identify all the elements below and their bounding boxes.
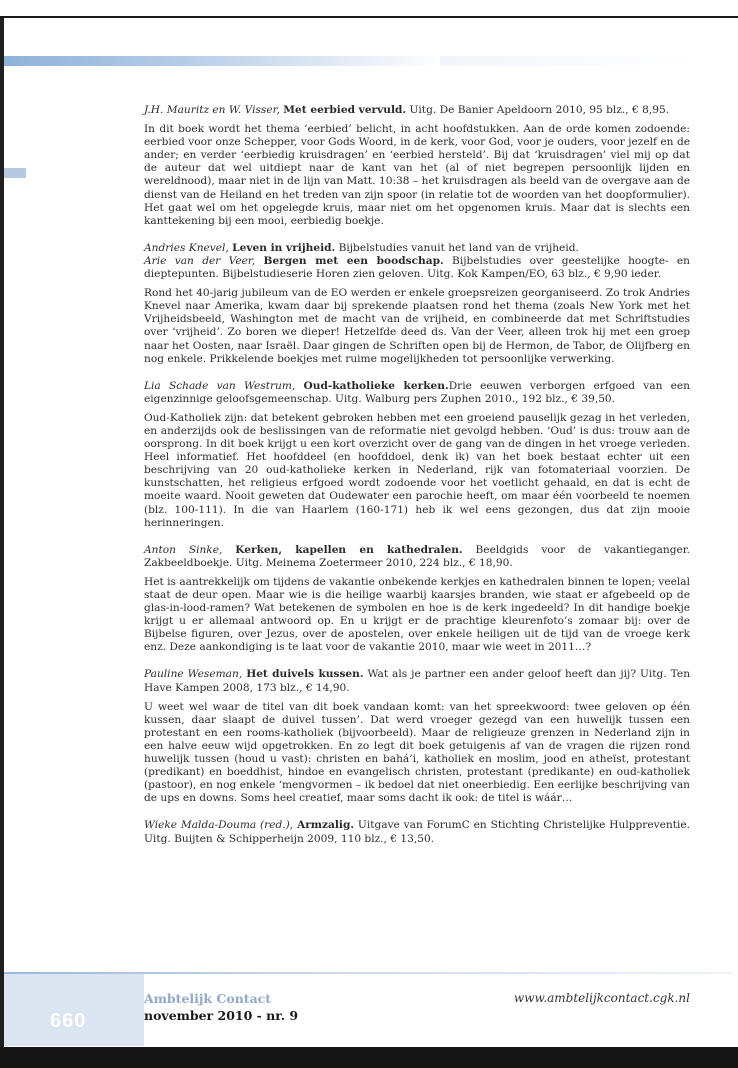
- review-text: Het is aantrekkelijk om tijdens de vakantie onbekende kerkjes en kathedralen binnen te lopen; veelal staat de deur open. Maar wie is die heilige waarbij kaarsjes branden, wie staat er afgebeeld op de glas-in-lood-ramen? Wat betekenen de symbolen en hoe is de kerk ingedeeld? In dit handige boekje krijgt u er allemaal antwoord op. En u krijgt er de prachtige kleurenfoto’s zomaar bij: over de Bijbelse figuren, over Jezus, over de apostelen, over enkele heiligen uit de tijd van de vroege kerk enz. Deze aankondiging is te laat voor de vakantie 2010, maar wie weet in 2011…?: [144, 575, 690, 654]
- review-text: Oud-Katholiek zijn: dat betekent gebroken hebben met een groeiend pauselijk gezag in het verleden, en anderzijds ook de beslissingen van de reformatie niet gevolgd hebben. ‘Oud’ is dus: trouw aan de oorsprong. In dit boek krijgt u een kort overzicht over de gang van de dingen in het vroege verleden. Heel informatief. Het hoofddeel (en hoofddoel, denk ik) van het boek bestaat echter uit een beschrijving van 20 oud-katholieke kerken in Nederland, rijk van fotomateriaal voorzien. De kunstschatten, het religieus erfgoed wordt zodoende voor het voetlicht gehaald, en dat is echt de moeite waard. Nooit geweten dat Oudewater een parochie heeft, om maar één voorbeeld te noemen (blz. 100-111). In die van Haarlem (160-171) heb ik wel eens gezongen, dus dat zijn mooie herinneringen.: [144, 411, 690, 529]
- review-text: Rond het 40-jarig jubileum van de EO werden er enkele groepsreizen georganiseerd. Zo trok Andries Knevel naar Amerika, kwam daar bij sprekende plaatsen rond het thema (zoals New York met het Vrijheidsbeeld, Washington met de macht van de vrijheid, en combineerde dat met Schriftstudies over ‘vrijheid’. Zo boren we dieper! Hetzelfde deed ds. Van der Veer, alleen trok hij met een groep naar het Oosten, naar Israël. Daar gingen de Schriften open bij de Hermon, de Tabor, de Olijfberg en nog enkele. Prikkelende boekjes met ruime mogelijkheden tot persoonlijke verwerking.: [144, 287, 690, 365]
- review-text: U weet wel waar de titel van dit boek vandaan komt: van het spreekwoord: twee geloven op één kussen, daar slaapt de duivel tussen’. Dat werd vroeger gezegd van een huwelijk tussen een protestant en een rooms-katholiek (bijvoorbeeld). Maar de religieuze grenzen in Nederland zijn in een halve eeuw wijd opgetrokken. En zo legt dit boek getuigenis af van de vragen die rijzen rond huwelijk tussen (houd u vast): christen en bahá’i, katholiek en moslim, jood en atheïst, protestant (predikant) en boeddhist, hindoe en evangelisch christen, protestant (predikante) en oud-katholiek (pastoor), en nog enkele ‘mengvormen – ik bedoel dat niet oneerbiedig. Een eerlijke beschrijving van de ups en downs. Soms heel creatief, maar soms dacht ik ook: de titel is wáár…: [144, 700, 690, 805]
- book-title: Armzalig.: [297, 819, 355, 832]
- issue-label: november 2010 - nr. 9: [144, 1008, 299, 1023]
- reference-line: [144, 819, 690, 845]
- book-reference: [144, 242, 690, 281]
- reference-line: [144, 255, 690, 281]
- book-title: Met eerbied vervuld.: [283, 104, 407, 116]
- review-text: In dit boek wordt het thema ‘eerbied’ belicht, in acht hoofdstukken. Aan de orde komen zodoende: eerbied voor onze Schepper, voor Gods Woord, in de kerk, voor God, voor je ouders, voor jezelf en de ander; en verder ‘eerbiedig kruisdragen’ en ‘eerbied hersteld’. Bij dat ‘kruisdragen’ viel mij op dat de auteur dat wel uitdiept naar de kant van het (al of niet begrepen persoonlijk lijden en wereldnood), maar niet in de lijn van Matt. 10:38 – het kruisdragen als beeld van de overgave aan de dienst van de Heiland en het treden van zijn spoor (in relatie tot de woorden van het doopformulier). Het gaat wel om het opgelegde kruis, maar niet om het opgenomen kruis. Maar dat is slechts een kanttekening bij een mooi, eerbiedig boekje.: [144, 123, 690, 227]
- review-entry: [144, 668, 690, 805]
- reference-line: [144, 104, 690, 117]
- side-margin-tab: [4, 168, 26, 178]
- book-details: Uitg. De Banier Apeldoorn 2010, 95 blz., € 8,95.: [406, 104, 670, 116]
- book-reference: [144, 104, 690, 117]
- review-column: [144, 104, 690, 860]
- book-author: Anton Sinke,: [144, 543, 223, 556]
- book-details: Uitgave van ForumC en Stichting Christelijke Hulppreventie. Uitg. Buijten & Schipperheijn 2009, 110 blz., € 13,50.: [144, 819, 690, 845]
- review-entry: [144, 544, 690, 655]
- review-entry: [144, 104, 690, 228]
- reference-line: [144, 242, 690, 255]
- page-number: 660: [50, 1010, 87, 1032]
- review-entry: [144, 242, 690, 366]
- book-title: Oud-katholieke kerken.: [303, 379, 449, 392]
- book-title: Het duivels kussen.: [246, 668, 364, 681]
- book-reference: [144, 819, 690, 845]
- book-title: Kerken, kapellen en kathedralen.: [235, 543, 463, 556]
- book-reference: [144, 668, 690, 694]
- book-details: Bijbelstudies over geestelijke hoogte- en dieptepunten. Bijbelstudieserie Horen zien geloven. Uitg. Kok Kampen/EO, 63 blz., € 9,90 ieder.: [144, 254, 690, 281]
- book-title: Bergen met een boodschap.: [263, 254, 444, 267]
- review-entry: [144, 819, 690, 845]
- book-details: Bijbelstudies vanuit het land van de vrijheid.: [335, 241, 579, 254]
- reference-line: [144, 668, 690, 694]
- book-author: J.H. Mauritz en W. Visser,: [144, 104, 280, 116]
- magazine-name: Ambtelijk Contact: [144, 991, 272, 1006]
- reference-line: [144, 380, 690, 406]
- book-author: Pauline Weseman,: [144, 668, 243, 681]
- book-author: Arie van der Veer,: [144, 254, 256, 267]
- book-author: Lia Schade van Westrum,: [144, 379, 296, 392]
- header-color-band-fade: [440, 56, 700, 66]
- reference-line: [144, 544, 690, 570]
- book-author: Wieke Malda-Douma (red.),: [144, 819, 294, 832]
- header-color-band: [4, 56, 444, 66]
- scan-frame-bottom: [0, 1047, 738, 1068]
- book-reference: [144, 380, 690, 406]
- book-reference: [144, 544, 690, 570]
- book-author: Andries Knevel,: [144, 241, 229, 254]
- book-title: Leven in vrijheid.: [232, 241, 336, 254]
- website-link[interactable]: www.ambtelijkcontact.cgk.nl: [513, 991, 690, 1005]
- book-details: Wat als je partner een ander geloof heeft dan jij? Uitg. Ten Have Kampen 2008, 173 blz., € 14,90.: [144, 668, 691, 694]
- review-entry: [144, 380, 690, 530]
- book-details: Beeldgids voor de vakantieganger. Zakbeeldboekje. Uitg. Meinema Zoetermeer 2010, 224 blz., € 18,90.: [144, 543, 691, 569]
- book-details: Drie eeuwen verborgen erfgoed van een eigenzinnige geloofsgemeenschap. Uitg. Walburg pers Zuphen 2010., 192 blz., € 39,50.: [144, 379, 690, 405]
